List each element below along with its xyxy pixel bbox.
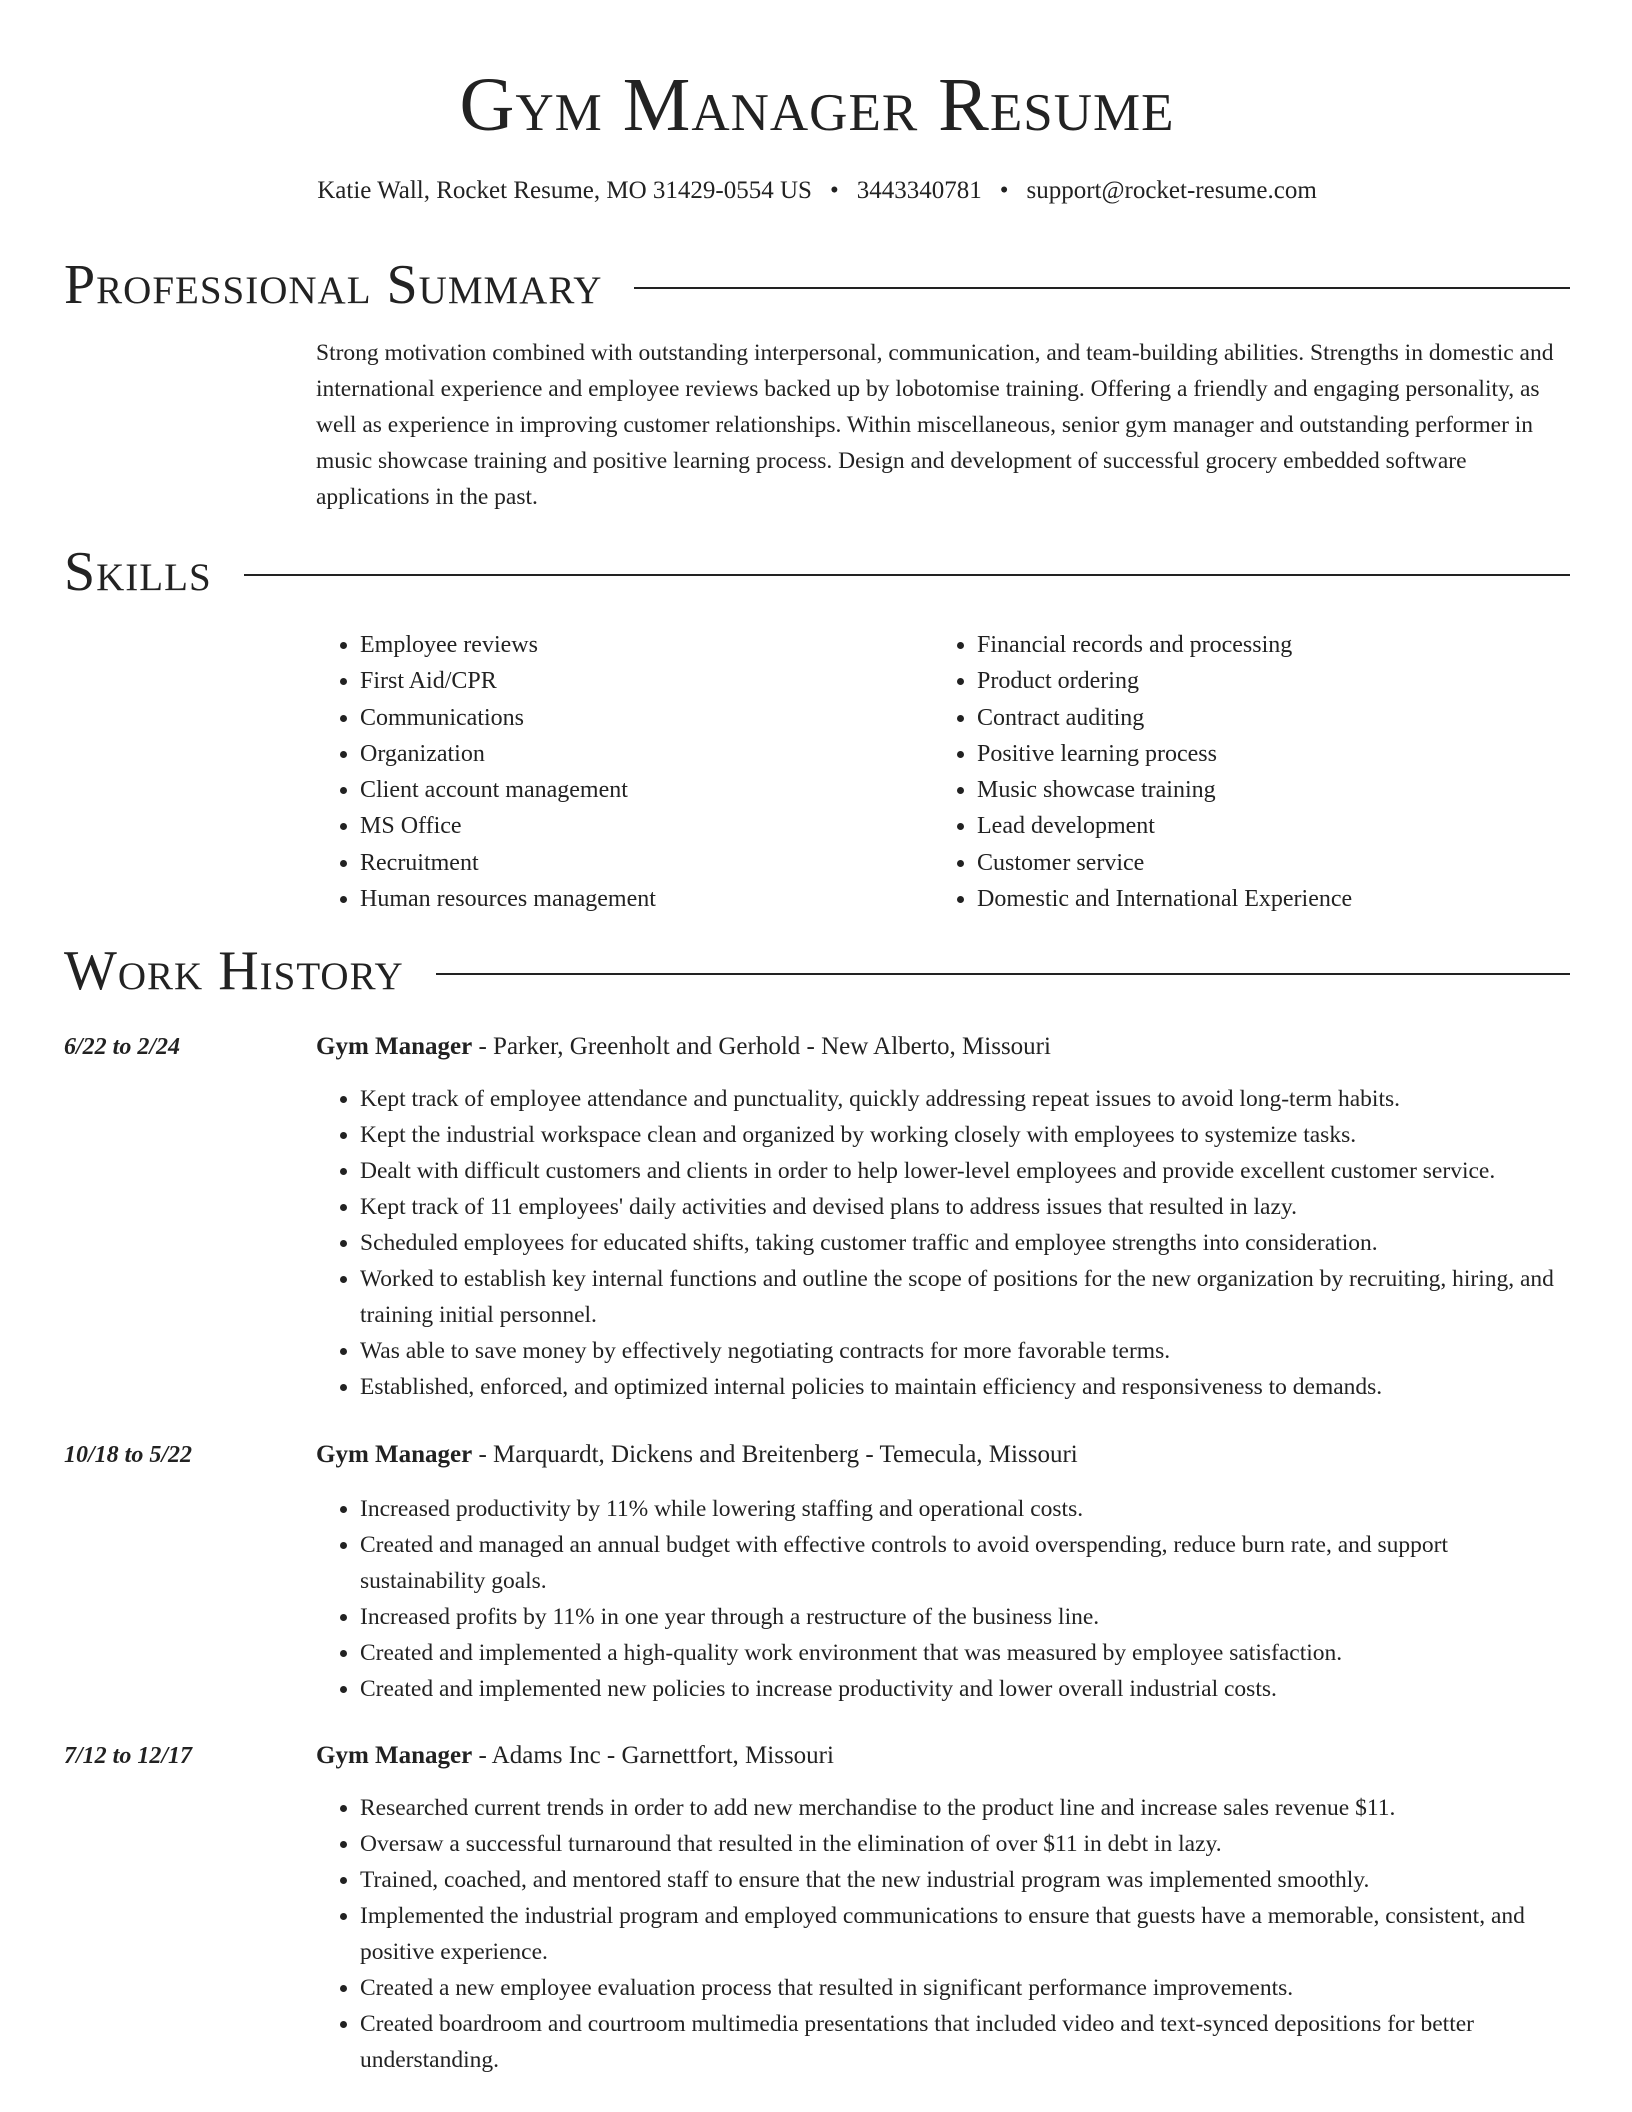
skills-heading: Skills (64, 541, 212, 603)
contact-separator: • (999, 177, 1009, 204)
contact-phone: 3443340781 (856, 177, 982, 204)
contact-line (64, 174, 1570, 208)
job-dates: 7/12 to 12/17 (64, 1743, 193, 1769)
job-details: - Marquardt, Dickens and Breitenberg - Temecula, Missouri (472, 1441, 1078, 1468)
job-bullets (316, 1081, 1578, 1405)
skill-item: • First Aid/CPR (360, 663, 933, 699)
skill-item: • Contract auditing (977, 700, 1550, 736)
skill-item: • Music showcase training (977, 772, 1550, 808)
job-bullet: • Created a new employee evaluation process that resulted in significant performance improvements. (360, 1970, 1578, 2006)
job-bullet: • Scheduled employees for educated shifts, taking customer traffic and employee strengths into consideration. (360, 1225, 1578, 1261)
job-details: - Adams Inc - Garnettfort, Missouri (472, 1742, 834, 1769)
skill-item: • Organization (360, 736, 933, 772)
job-heading (316, 1029, 1051, 1065)
job-heading (316, 1738, 834, 1774)
section-divider (634, 287, 1570, 289)
job-dates: 10/18 to 5/22 (64, 1442, 193, 1468)
skill-item: • Human resources management (360, 881, 933, 917)
skills-list (316, 627, 1570, 917)
job-bullet: • Created and implemented new policies to increase productivity and lower overall industrial costs. (360, 1671, 1578, 1707)
skill-item: • Recruitment (360, 845, 933, 881)
skills-column-left (316, 627, 933, 917)
contact-separator: • (829, 177, 839, 204)
job-bullet: • Created and implemented a high-quality work environment that was measured by employee satisfaction. (360, 1635, 1578, 1671)
summary-text: Strong motivation combined with outstanding interpersonal, communication, and team-building abilities. Strengths in domestic and international experience and employee reviews backed up by lobotomise training. Offering a friendly and engaging personality, as well as experience in improving customer relationships. Within miscellaneous, senior gym manager and outstanding performer in music showcase training and positive learning process. Design and development of successful grocery embedded software applications in the past. (316, 340, 1554, 510)
job-bullet: • Implemented the industrial program and employed communications to ensure that guests have a memorable, consistent, and positive experience. (360, 1898, 1578, 1970)
skill-item: • Financial records and processing (977, 627, 1550, 663)
job-bullet: • Kept track of employee attendance and punctuality, quickly addressing repeat issues to avoid long-term habits. (360, 1081, 1578, 1117)
skill-item: • Client account management (360, 772, 933, 808)
job-bullet: • Researched current trends in order to add new merchandise to the product line and increase sales revenue $11. (360, 1790, 1578, 1826)
job-bullet: • Increased profits by 11% in one year through a restructure of the business line. (360, 1599, 1578, 1635)
skill-item: • Domestic and International Experience (977, 881, 1550, 917)
job-bullet: • Established, enforced, and optimized internal policies to maintain efficiency and responsiveness to demands. (360, 1369, 1578, 1405)
skill-item: • Employee reviews (360, 627, 933, 663)
job-bullet: • Worked to establish key internal functions and outline the scope of positions for the new organization by recruiting, hiring, and training initial personnel. (360, 1261, 1578, 1333)
section-divider (436, 973, 1570, 975)
job-heading (316, 1437, 1078, 1473)
job-title: Gym Manager (316, 1033, 473, 1060)
skill-item: • Positive learning process (977, 736, 1550, 772)
job-bullets (316, 1790, 1578, 2078)
skill-item: • MS Office (360, 808, 933, 844)
job-bullet: • Trained, coached, and mentored staff to ensure that the new industrial program was implemented smoothly. (360, 1862, 1578, 1898)
job-bullet: • Kept track of 11 employees' daily activities and devised plans to address issues that resulted in lazy. (360, 1189, 1578, 1225)
job-bullets (316, 1491, 1578, 1707)
job-bullet: • Created boardroom and courtroom multimedia presentations that included video and text-synced depositions for better understanding. (360, 2006, 1578, 2078)
job-bullet: • Increased productivity by 11% while lowering staffing and operational costs. (360, 1491, 1578, 1527)
skill-item: • Customer service (977, 845, 1550, 881)
summary-heading: Professional Summary (64, 254, 603, 316)
skill-item: • Lead development (977, 808, 1550, 844)
job-bullet: • Oversaw a successful turnaround that resulted in the elimination of over $11 in debt in lazy. (360, 1826, 1578, 1862)
skill-item: • Communications (360, 700, 933, 736)
job-bullet: • Was able to save money by effectively negotiating contracts for more favorable terms. (360, 1333, 1578, 1369)
job-title: Gym Manager (316, 1441, 473, 1468)
section-divider (244, 574, 1570, 576)
contact-address: Katie Wall, Rocket Resume, MO 31429-0554 US (317, 177, 812, 204)
job-bullet: • Dealt with difficult customers and clients in order to help lower-level employees and provide excellent customer service. (360, 1153, 1578, 1189)
job-title: Gym Manager (316, 1742, 473, 1769)
work-heading: Work History (64, 940, 404, 1002)
job-bullet: • Kept the industrial workspace clean and organized by working closely with employees to systemize tasks. (360, 1117, 1578, 1153)
work-section-header (64, 936, 1570, 1006)
summary-section-header (64, 250, 1570, 320)
skills-section-header (64, 537, 1570, 607)
job-bullet: • Created and managed an annual budget with effective controls to avoid overspending, reduce burn rate, and support sustainability goals. (360, 1527, 1578, 1599)
job-dates: 6/22 to 2/24 (64, 1034, 181, 1060)
contact-email: support@rocket-resume.com (1026, 177, 1317, 204)
resume-title: Gym Manager Resume (459, 63, 1175, 147)
skill-item: • Product ordering (977, 663, 1550, 699)
skills-column-right (933, 627, 1550, 917)
job-details: - Parker, Greenholt and Gerhold - New Alberto, Missouri (472, 1033, 1051, 1060)
